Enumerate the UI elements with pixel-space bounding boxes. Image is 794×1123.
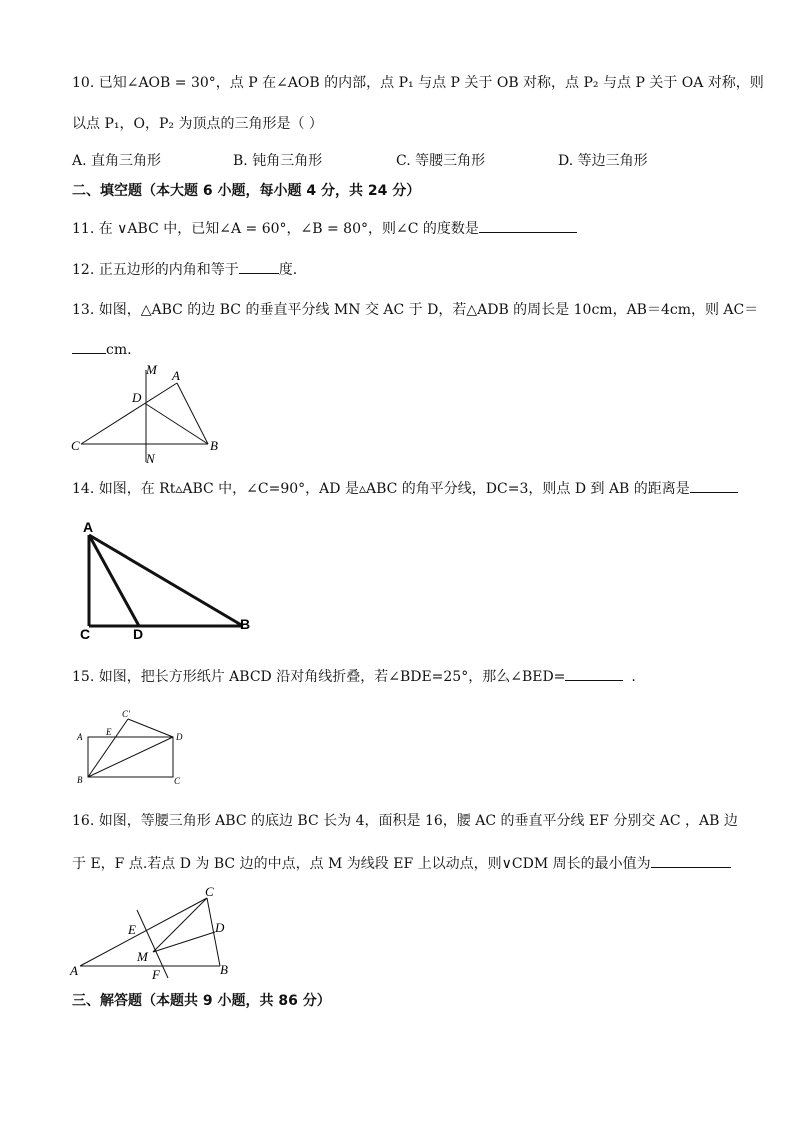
- q16-line2: [72, 853, 731, 874]
- q10-line1: 10. 已知∠AOB = 30°，点 P 在∠AOB 的内部，点 P₁ 与点 P 关于 OB 对称，点 P₂ 与点 P 关于 OA 对称，则: [72, 75, 764, 91]
- q15-label-d: D: [176, 732, 183, 742]
- q11-text: 11. 在 ∨ABC 中，已知∠A = 60°，∠B = 80°，则∠C 的度数是: [72, 221, 479, 237]
- q13-label-n: N: [146, 451, 155, 466]
- q15-text: 15. 如图，把长方形纸片 ABCD 沿对角线折叠，若∠BDE=25°，那么∠BED=: [72, 669, 566, 685]
- q10-line2: 以点 P₁，O，P₂ 为顶点的三角形是（ ）: [72, 116, 323, 132]
- q13-label-c: C: [71, 438, 80, 453]
- section-fill-in-title: 二、填空题（本大题 6 小题，每小题 4 分，共 24 分）: [72, 183, 421, 199]
- q12-answer-blank[interactable]: [239, 259, 279, 274]
- q16-label-c: C: [205, 884, 214, 899]
- q13-label-a: A: [172, 368, 180, 383]
- q14-label-a: A: [83, 519, 94, 535]
- q16-line1: 16. 如图，等腰三角形 ABC 的底边 BC 长为 4，面积是 16，腰 AC 的垂直平分线 EF 分别交 AC ，AB 边: [72, 813, 738, 829]
- q14-answer-blank[interactable]: [690, 478, 738, 493]
- q16-answer-blank[interactable]: [651, 853, 731, 868]
- q15-answer-blank[interactable]: [565, 666, 623, 681]
- q16-line2-text: 于 E，F 点.若点 D 为 BC 边的中点，点 M 为线段 EF 上以动点，则∨CDM 周长的最小值为: [72, 856, 651, 872]
- q13-line2: [72, 339, 132, 360]
- q16-label-e: E: [128, 922, 136, 937]
- q16-label-m: M: [137, 949, 148, 964]
- q15-suffix: .: [631, 669, 636, 685]
- q13-label-b: B: [210, 438, 218, 453]
- q13-figure: [65, 360, 235, 470]
- section-solution-title: 三、解答题（本题共 9 小题，共 86 分）: [72, 993, 331, 1009]
- q12-text: 12. 正五边形的内角和等于: [72, 262, 239, 278]
- q15-label-c-prime: C′: [122, 709, 130, 719]
- q14-text: 14. 如图，在 Rt▵ABC 中，∠C=90°，AD 是▵ABC 的角平分线，DC=3，则点 D 到 AB 的距离是: [72, 481, 690, 497]
- q10-option-a: A. 直角三角形: [72, 153, 162, 169]
- q11: [72, 218, 577, 239]
- q12: [72, 259, 297, 280]
- q13-suffix: cm.: [106, 342, 132, 358]
- q15-label-b: B: [77, 775, 83, 785]
- q12-suffix: 度.: [278, 262, 298, 278]
- q13-line1: 13. 如图，△ABC 的边 BC 的垂直平分线 MN 交 AC 于 D，若△ADB 的周长是 10cm，AB＝4cm，则 AC＝: [72, 302, 759, 318]
- q10-option-c: C. 等腰三角形: [396, 153, 486, 169]
- q15-label-a: A: [77, 732, 83, 742]
- q10-option-b: B. 钝角三角形: [233, 153, 323, 169]
- q14: [72, 478, 738, 499]
- q13-label-m: M: [146, 362, 157, 377]
- q16-label-b: B: [220, 962, 228, 977]
- q14-label-b: B: [240, 616, 251, 632]
- q15-label-c: C: [174, 776, 181, 786]
- q11-answer-blank[interactable]: [479, 218, 577, 233]
- q13-answer-blank[interactable]: [72, 339, 106, 354]
- q15-figure: [70, 705, 200, 790]
- q15: [72, 666, 636, 687]
- q10-option-d: D. 等边三角形: [558, 153, 648, 169]
- q14-label-c: C: [80, 626, 91, 642]
- q16-label-d: D: [215, 920, 225, 935]
- q14-label-d: D: [133, 626, 144, 642]
- q16-figure: [65, 882, 245, 982]
- q16-label-a: A: [70, 963, 78, 978]
- q16-label-f: F: [152, 967, 160, 982]
- q13-label-d: D: [132, 390, 142, 405]
- q14-figure: [75, 515, 265, 645]
- q15-label-e: E: [106, 727, 112, 737]
